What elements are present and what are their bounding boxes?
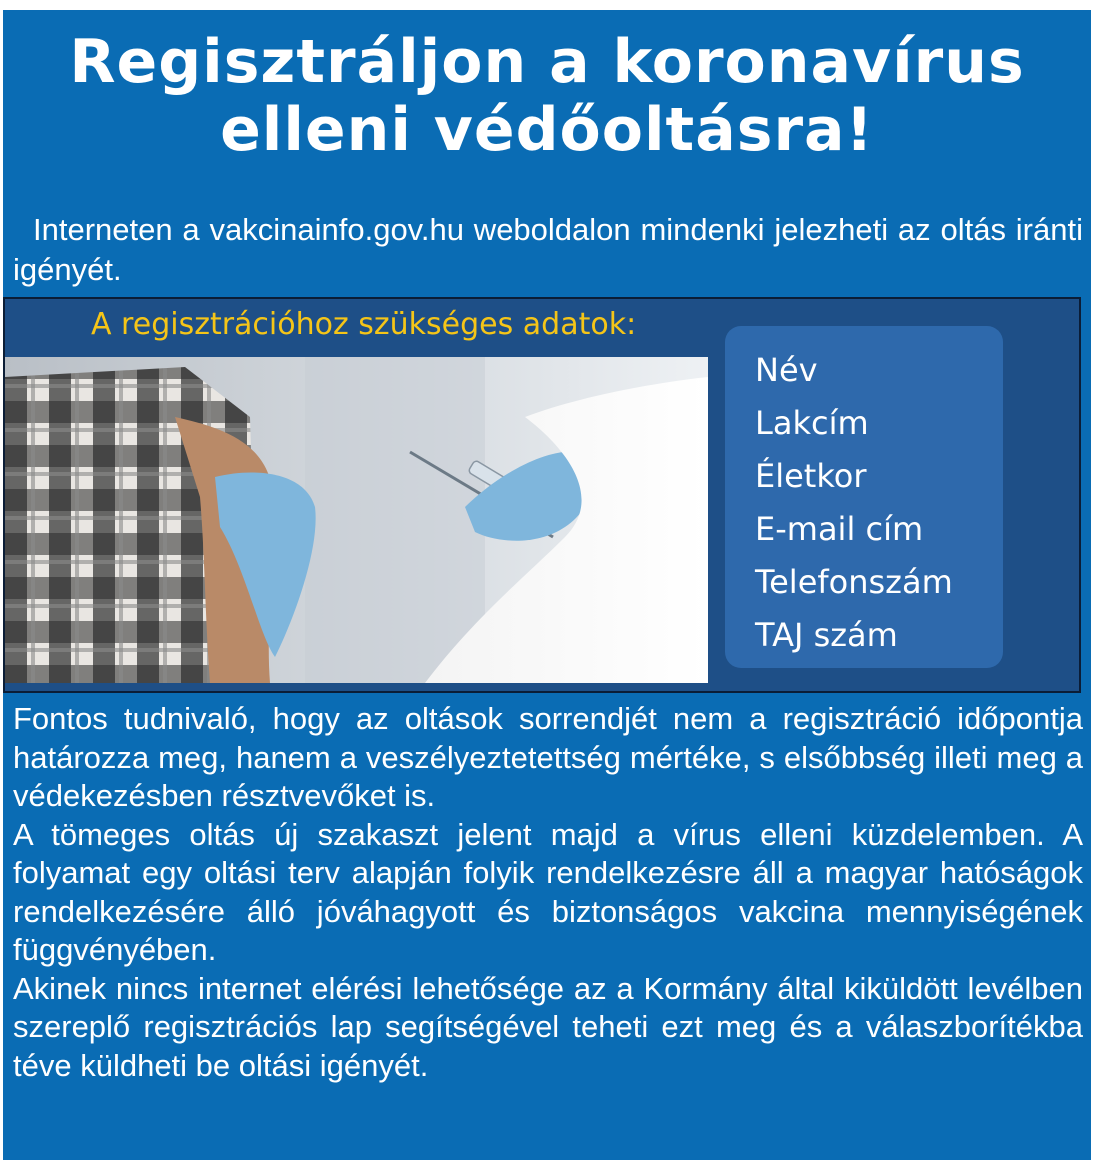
title-line-2: elleni védőoltásra! xyxy=(220,95,874,165)
paragraph-priority: Fontos tudnivaló, hogy az oltások sorrendjét nem a regisztráció időpontja határozza meg, hanem a veszélyeztetettség mértéke, s elsőbbség illeti meg a védekezésben résztvevőket is. xyxy=(13,701,1083,813)
field-item: Életkor xyxy=(755,457,867,495)
announcement-panel xyxy=(3,10,1091,1160)
registration-info-box xyxy=(3,297,1081,693)
body-text xyxy=(13,700,1083,1085)
title-line-1: Regisztráljon a koronavírus xyxy=(69,27,1025,97)
field-item: Telefonszám xyxy=(755,563,953,601)
registration-heading: A regisztrációhoz szükséges adatok: xyxy=(91,307,637,342)
page-title xyxy=(3,28,1091,164)
field-item: Lakcím xyxy=(755,404,869,442)
field-item: TAJ szám xyxy=(755,616,898,654)
field-item: E-mail cím xyxy=(755,510,924,548)
intro-text xyxy=(13,210,1083,290)
intro-sentence: Interneten a vakcinainfo.gov.hu weboldalon mindenki jelezheti az oltás iránti igényét. xyxy=(13,212,1083,287)
required-fields-card xyxy=(725,326,1003,668)
vaccination-photo xyxy=(5,357,708,683)
vaccination-illustration xyxy=(5,357,708,683)
field-item: Név xyxy=(755,351,818,389)
required-fields-list xyxy=(725,326,1003,662)
paragraph-mass-vaccination: A tömeges oltás új szakaszt jelent majd a vírus elleni küzdelemben. A folyamat egy oltási terv alapján folyik rendelkezésre áll a magyar hatóságok rendelkezésére álló jóváhagyott és biztonságos vakcina mennyiségének függvényében. xyxy=(13,816,1083,967)
paragraph-offline-registration: Akinek nincs internet elérési lehetősége az a Kormány által kiküldött levélben szereplő regisztrációs lap segítségével teheti ezt meg és a válaszborítékba téve küldheti be oltási igényét. xyxy=(13,970,1083,1083)
